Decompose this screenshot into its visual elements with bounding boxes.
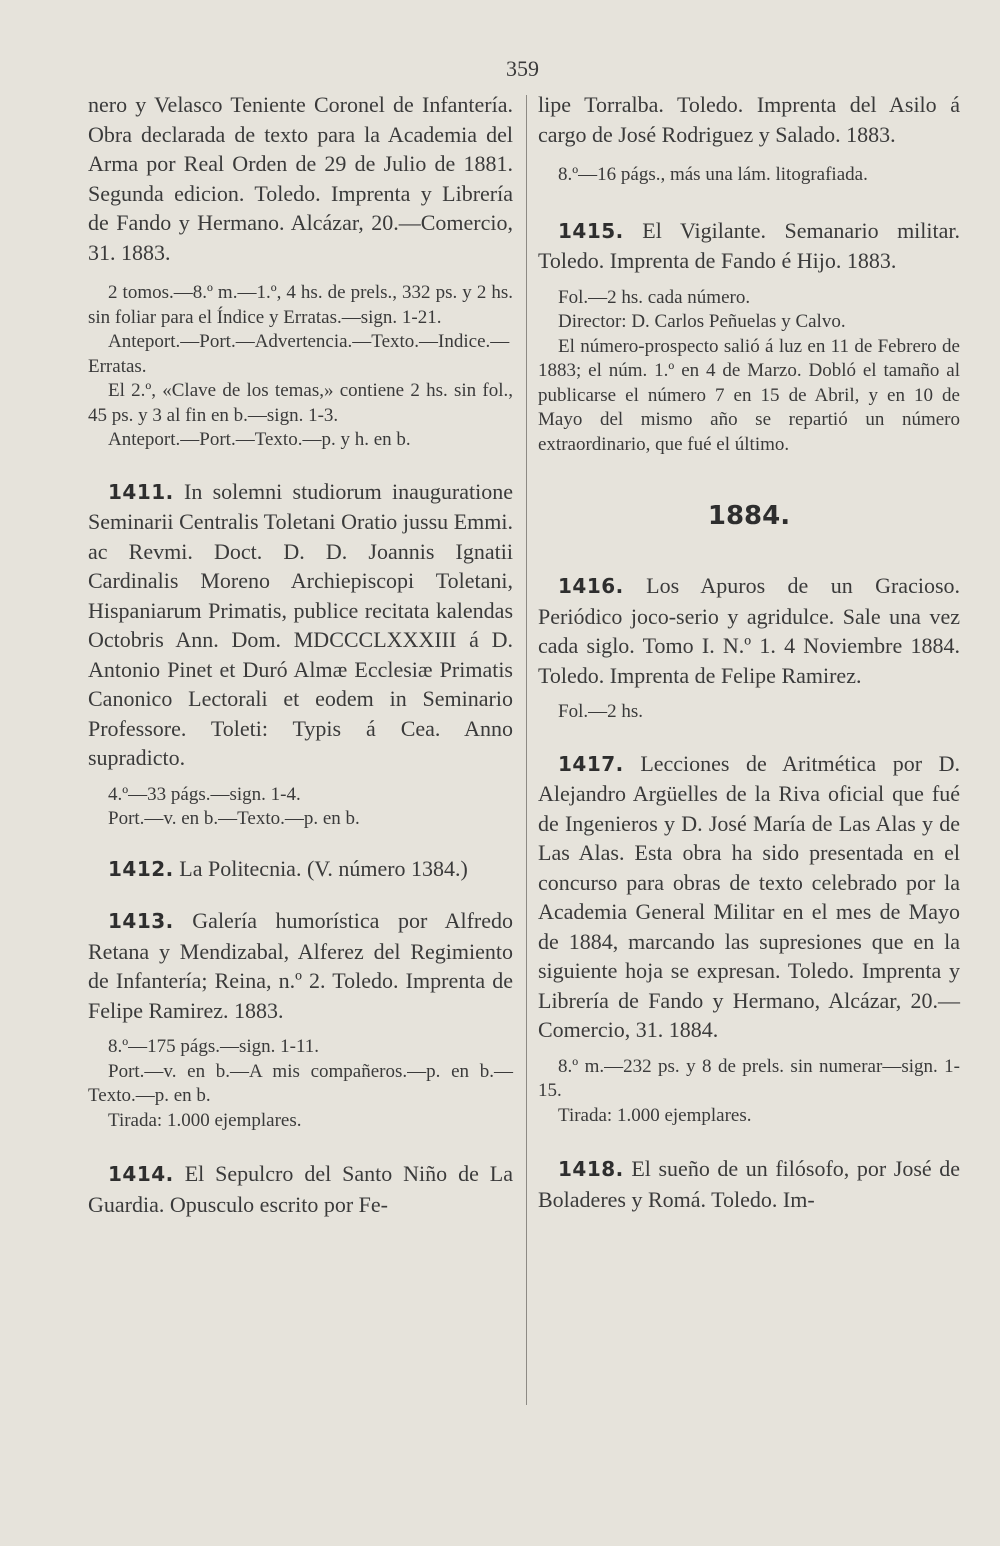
continued-entry-text: lipe Torralba. Toledo. Imprenta del Asilo á cargo de José Rodriguez y Salado. 1883. bbox=[538, 92, 960, 147]
entry-text: El Vigilante. Semanario militar. Toledo. Imprenta de Fando é Hijo. 1883. bbox=[538, 217, 961, 273]
entry-1414 bbox=[88, 1159, 513, 1219]
entry-note: Director: D. Carlos Peñuelas y Calvo. bbox=[558, 311, 846, 332]
entry-note: Fol.—2 hs. bbox=[558, 701, 643, 722]
entry-1413 bbox=[88, 906, 513, 1133]
entry-number: 1418. bbox=[558, 1157, 624, 1181]
entry-text: El Sepulcro del Santo Niño de La Guardia. Opusculo escrito por Fe- bbox=[88, 1161, 513, 1217]
entry-note: 8.º—175 págs.—sign. 1-11. bbox=[108, 1036, 320, 1057]
entry-note: 4.º—33 págs.—sign. 1-4. bbox=[108, 783, 301, 805]
entry-text: Lecciones de Aritmética por D. Alejandro Argüelles de la Riva oficial que fué de Ingenieros y D. José María de Las Alas y de Las Alas. Esta obra ha sido presentada en el concurso para obras de texto celebrado por la Academia General Militar en el mes de Mayo de 1884, marcando las supresiones que en la siguiente hoja se expresan. Toledo. Imprenta y Librería de Fando y Hermano, Alcázar, 20.—Comercio, 31. 1884. bbox=[538, 750, 960, 1042]
entry-1417 bbox=[538, 749, 960, 1129]
entry-1416 bbox=[538, 571, 960, 725]
entry-text: Galería humorística por Alfredo Retana y Mendizabal, Alferez del Regimiento de Infantería; Reina, n.º 2. Toledo. Imprenta de Felipe Ramirez. 1883. bbox=[88, 908, 513, 1023]
entry-note: 8.º m.—232 ps. y 8 de prels. sin numerar—sign. 1-15. bbox=[538, 1055, 960, 1101]
entry-text: Los Apuros de un Gracioso. Periódico joco-serio y agridulce. Sale una vez cada siglo. Tomo I. N.º 1. 4 Noviembre 1884. Toledo. Imprenta de Felipe Ramirez. bbox=[538, 573, 961, 688]
right-column bbox=[538, 90, 960, 1214]
entry-number: 1413. bbox=[108, 909, 174, 933]
entry-note: Anteport.—Port.—Advertencia.—Texto.—Indice.—Erratas. bbox=[88, 331, 510, 377]
column-divider bbox=[526, 95, 527, 1405]
entry-1418 bbox=[538, 1154, 960, 1214]
entry-text: La Politecnia. (V. número 1384.) bbox=[179, 855, 468, 881]
entry-number: 1417. bbox=[558, 751, 624, 776]
entry-number: 1416. bbox=[558, 574, 624, 598]
year-heading: 1884. bbox=[707, 501, 791, 531]
entry-note: Fol.—2 hs. cada número. bbox=[558, 286, 751, 308]
entry-note: 8.º—16 págs., más una lám. litografiada. bbox=[558, 164, 868, 185]
entry-note: El 2.º, «Clave de los temas,» contiene 2 hs. sin fol., 45 ps. y 3 al fin en b.—sign. 1-3. bbox=[88, 380, 513, 426]
continued-entry-text: nero y Velasco Teniente Coronel de Infantería. Obra declarada de texto para la Academia del Arma por Real Orden de 29 de Julio de 1881. Segunda edicion. Toledo. Imprenta y Librería de Fando y Hermano. Alcázar, 20.—Comercio, 31. 1883. bbox=[88, 92, 513, 265]
page-number: 359 bbox=[506, 56, 539, 81]
entry-note: Port.—v. en b.—Texto.—p. en b. bbox=[108, 808, 360, 829]
entry-note: Port.—v. en b.—A mis compañeros.—p. en b.—Texto.—p. en b. bbox=[88, 1060, 513, 1106]
entry-number: 1415. bbox=[558, 218, 624, 243]
entry-note: Tirada: 1.000 ejemplares. bbox=[558, 1104, 752, 1126]
entry-number: 1414. bbox=[108, 1162, 174, 1186]
entry-text: El sueño de un filósofo, por José de Boladeres y Romá. Toledo. Im- bbox=[538, 1156, 961, 1212]
entry-number: 1412. bbox=[108, 856, 174, 881]
entry-note: 2 tomos.—8.º m.—1.º, 4 hs. de prels., 332 ps. y 2 hs. sin foliar para el Índice y Erratas.—sign. 1-21. bbox=[88, 282, 513, 328]
entry-1412 bbox=[88, 854, 513, 885]
entry-note: Tirada: 1.000 ejemplares. bbox=[108, 1109, 302, 1131]
entry-text: In solemni studiorum inauguratione Seminarii Centralis Toletani Oratio jussu Emmi. ac Revmi. Doct. D. D. Joannis Ignatii Cardinalis Moreno Archiepiscopi Toletani, Hispaniarum Primatis, publice recitata kalendas Octobris Ann. Dom. MDCCCLXXXIII á D. Antonio Pinet et Duró Almæ Ecclesiæ Primatis Canonico Lectorali et eodem in Seminario Professore. Toleti: Typis á Cea. Anno supradicto. bbox=[88, 478, 513, 770]
entry-1411 bbox=[88, 477, 513, 832]
entry-note: El número-prospecto salió á luz en 11 de Febrero de 1883; el núm. 1.º en 4 de Marzo. Dobló el tamaño al publicarse el número 7 en 15 de Abril, y en 10 de Mayo del mismo año se repartió un número extraordinario, que fué el último. bbox=[538, 335, 960, 455]
entry-number: 1411. bbox=[108, 479, 174, 504]
entry-1415 bbox=[538, 216, 960, 458]
left-column bbox=[88, 90, 513, 1219]
entry-note: Anteport.—Port.—Texto.—p. y h. en b. bbox=[108, 429, 411, 450]
